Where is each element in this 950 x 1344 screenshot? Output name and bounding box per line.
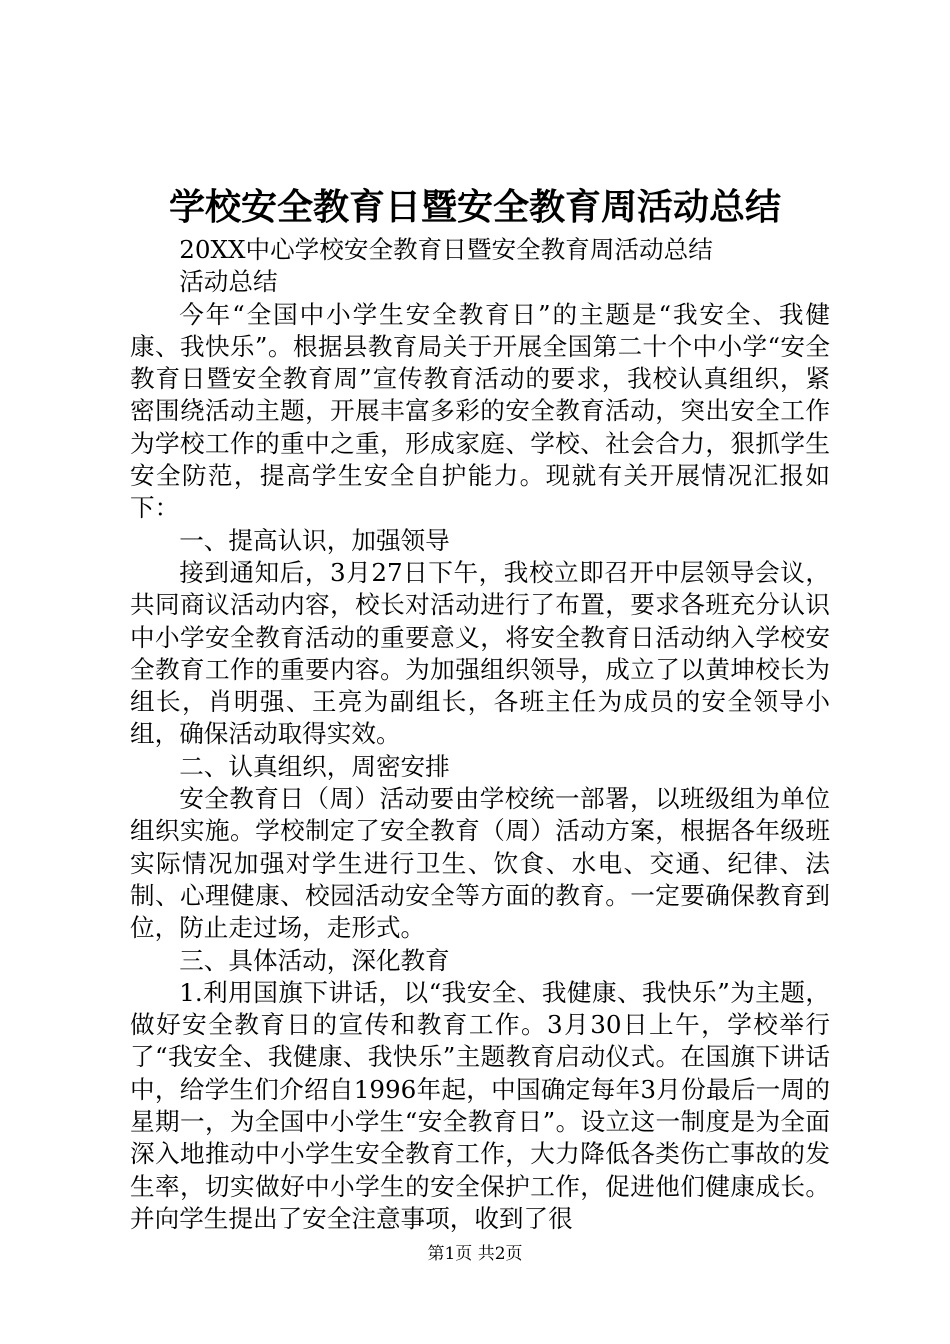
paragraph-intro: 今年“全国中小学生安全教育日”的主题是“我安全、我健康、我快乐”。根据县教育局关于开展全国第二十个中小学“安全教育日暨安全教育周”宣传教育活动的要求，我校认真组织，紧密围绕活动主题，开展丰富多彩的安全教育活动，突出安全工作为学校工作的重中之重，形成家庭、学校、社会合力，狠抓学生安全防范，提高学生安全自护能力。现就有关开展情况汇报如下： (130, 299, 830, 523)
paragraph-subtitle-2: 活动总结 (179, 267, 278, 297)
document-title: 学校安全教育日暨安全教育周活动总结 (168, 186, 781, 228)
document-body (130, 234, 830, 1235)
section-heading-3: 三、具体活动，深化教育 (179, 945, 450, 975)
section-heading-1: 一、提高认识，加强领导 (179, 525, 450, 555)
section-heading-2: 二、认真组织，周密安排 (179, 751, 450, 781)
paragraph-subtitle: 20XX中心学校安全教育日暨安全教育周活动总结 (179, 235, 713, 264)
paragraph-section-1: 接到通知后，3月27日下午，我校立即召开中层领导会议，共同商议活动内容，校长对活动进行了布置，要求各班充分认识中小学安全教育活动的重要意义，将安全教育日活动纳入学校安全教育工作的重要内容。为加强组织领导，成立了以黄坤校长为组长，肖明强、王亮为副组长，各班主任为成员的安全领导小组，确保活动取得实效。 (130, 557, 830, 749)
page-footer: 第1页 共2页 (427, 1244, 523, 1264)
paragraph-section-2: 安全教育日（周）活动要由学校统一部署，以班级组为单位组织实施。学校制定了安全教育（周）活动方案，根据各年级班实际情况加强对学生进行卫生、饮食、水电、交通、纪律、法制、心理健康、校园活动安全等方面的教育。一定要确保教育到位，防止走过场，走形式。 (130, 784, 830, 943)
paragraph-section-3: 1.利用国旗下讲话，以“我安全、我健康、我快乐”为主题，做好安全教育日的宣传和教育工作。3月30日上午，学校举行了“我安全、我健康、我快乐”主题教育启动仪式。在国旗下讲话中，给学生们介绍自1996年起，中国确定每年3月份最后一周的星期一，为全国中小学生“安全教育日”。设立这一制度是为全面深入地推动中小学生安全教育工作，大力降低各类伤亡事故的发生率，切实做好中小学生的安全保护工作，促进他们健康成长。并向学生提出了安全注意事项，收到了很 (130, 977, 830, 1233)
